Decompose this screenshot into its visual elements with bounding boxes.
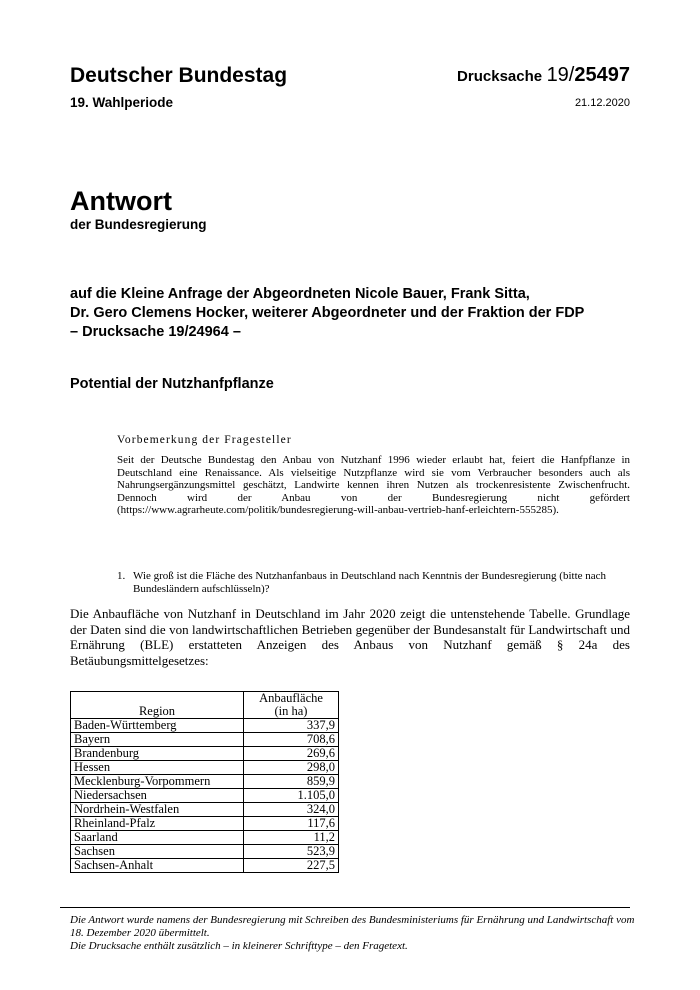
table-row [71, 859, 339, 873]
inquiry-reference [70, 285, 650, 342]
document-source: der Bundesregierung [70, 217, 207, 232]
table-row [71, 733, 339, 747]
region-cell: Baden-Württemberg [71, 719, 244, 733]
document-number-main: 25497 [574, 64, 630, 86]
document-type-title: Antwort [70, 186, 172, 216]
area-cell: 1.105,0 [244, 789, 339, 803]
area-cell: 298,0 [244, 761, 339, 775]
area-cell: 11,2 [244, 831, 339, 845]
footer-note-print: Die Drucksache enthält zusätzlich – in kleinerer Schrifttype – den Fragetext. [70, 939, 408, 952]
institution-name: Deutscher Bundestag [70, 64, 288, 87]
region-cell: Nordrhein-Westfalen [71, 803, 244, 817]
column-header-area-line1: Anbaufläche [259, 691, 323, 705]
region-cell: Saarland [71, 831, 244, 845]
table-row [71, 789, 339, 803]
footer-note-transmission: Die Antwort wurde namens der Bundesregierung mit Schreiben des Bundesministeriums für Ernährung und Landwirtschaft vom 18. Dezember 2020 übermittelt. [70, 914, 635, 939]
region-cell: Sachsen [71, 845, 244, 859]
document-number-prefix: 19/ [546, 64, 575, 86]
preface-heading: Vorbemerkung der Fragesteller [117, 434, 292, 446]
column-header-area [244, 692, 339, 719]
footer-divider [60, 907, 630, 908]
topic-heading: Potential der Nutzhanfpflanze [70, 376, 274, 392]
region-cell: Bayern [71, 733, 244, 747]
table-row [71, 845, 339, 859]
region-cell: Brandenburg [71, 747, 244, 761]
area-cell: 324,0 [244, 803, 339, 817]
table-row [71, 747, 339, 761]
column-header-area-line2: (in ha) [274, 704, 308, 718]
table-row [71, 803, 339, 817]
preface-text: Seit der Deutsche Bundestag den Anbau von Nutzhanf 1996 wieder erlaubt hat, feiert die Hanfpflanze in Deutschland eine Renaissance. Als vielseitige Nutzpflanze wird sie vom Verbraucher besonders auch als Nahrungsergänzungsmittel geschätzt, Landwirte kennen ihren Nutzen als trockenresistente Zwischenfrucht. Dennoch wird der Anbau von der Bundesregierung nicht gefördert (https://www.agrarheute.com/politik/bundesregierung-will-anbau-vertrieb-hanf-erleichtern-555285). [117, 454, 630, 517]
inquiry-line: Dr. Gero Clemens Hocker, weiterer Abgeordneter und der Fraktion der FDP [70, 305, 585, 321]
question-text: Wie groß ist die Fläche des Nutzhanfanbaus in Deutschland nach Kenntnis der Bundesregierung (bitte nach Bundesländern aufschlüsseln)? [133, 570, 607, 595]
column-header-region: Region [71, 692, 244, 719]
area-cell: 117,6 [244, 817, 339, 831]
area-cell: 337,9 [244, 719, 339, 733]
question-1 [117, 570, 630, 595]
table-row [71, 817, 339, 831]
table-row [71, 761, 339, 775]
document-number [457, 64, 630, 87]
area-cell: 227,5 [244, 859, 339, 873]
region-cell: Sachsen-Anhalt [71, 859, 244, 873]
area-cell: 523,9 [244, 845, 339, 859]
region-cell: Rheinland-Pfalz [71, 817, 244, 831]
answer-text: Die Anbaufläche von Nutzhanf in Deutschland im Jahr 2020 zeigt die untenstehende Tabelle. Grundlage der Daten sind die von landwirtschaftlichen Betrieben gegenüber der Bundesanstalt für Landwirtschaft und Ernährung (BLE) erstatteten Anzeigen des Anbaus von Nutzhanf gemäß § 24a des Betäubungsmittelgesetzes: [70, 606, 630, 668]
inquiry-line: auf die Kleine Anfrage der Abgeordneten Nicole Bauer, Frank Sitta, [70, 286, 530, 302]
area-cell: 708,6 [244, 733, 339, 747]
area-cell: 269,6 [244, 747, 339, 761]
footer-notes [70, 914, 640, 952]
table-row [71, 831, 339, 845]
region-cell: Hessen [71, 761, 244, 775]
region-cell: Niedersachsen [71, 789, 244, 803]
region-cell: Mecklenburg-Vorpommern [71, 775, 244, 789]
area-cell: 859,9 [244, 775, 339, 789]
inquiry-line: – Drucksache 19/24964 – [70, 324, 241, 340]
document-label: Drucksache [457, 68, 543, 85]
cultivation-area-table [70, 691, 339, 873]
question-number: 1. [117, 570, 126, 582]
document-date: 21.12.2020 [574, 97, 630, 109]
table-row [71, 775, 339, 789]
table-row [71, 719, 339, 733]
electoral-period: 19. Wahlperiode [70, 95, 174, 110]
table-header-row [71, 692, 339, 719]
